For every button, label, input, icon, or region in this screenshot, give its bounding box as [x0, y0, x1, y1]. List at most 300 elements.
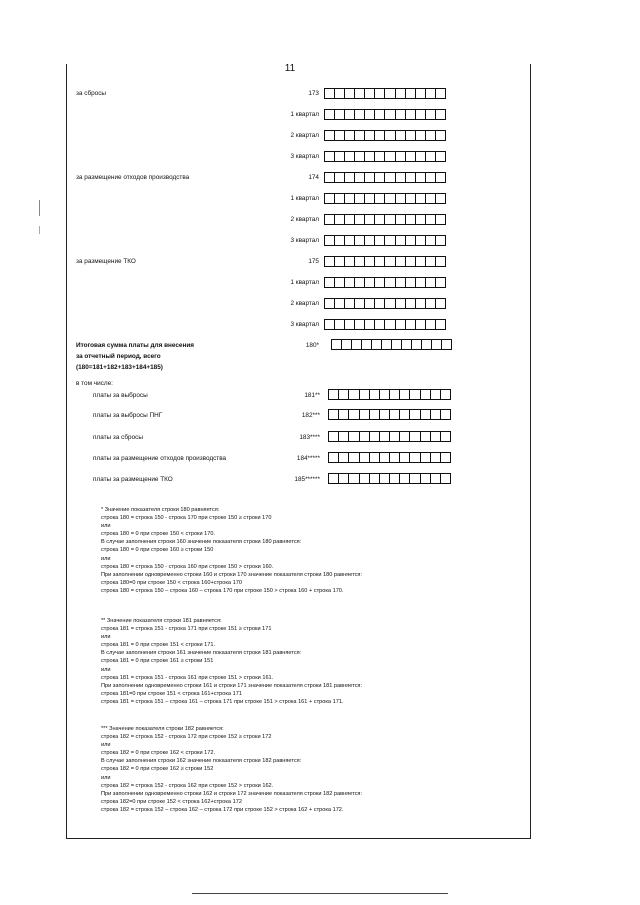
digit-cell[interactable]: [352, 340, 362, 349]
digit-cell[interactable]: [385, 194, 395, 203]
digit-cell[interactable]: [375, 299, 385, 308]
margin-mark: [39, 226, 40, 234]
digit-cell[interactable]: [436, 278, 445, 287]
digit-cell[interactable]: [385, 173, 395, 182]
margin-mark: [39, 200, 40, 216]
digit-cell[interactable]: [416, 89, 426, 98]
digit-cell[interactable]: [365, 278, 375, 287]
quarter-label: 3 квартал: [290, 321, 319, 328]
digit-cell[interactable]: [345, 89, 355, 98]
digit-cell[interactable]: [365, 320, 375, 329]
digit-cell[interactable]: [406, 89, 416, 98]
including-label: в том числе:: [76, 380, 113, 387]
quarter-label: 1 квартал: [290, 195, 319, 202]
digit-cell[interactable]: [375, 215, 385, 224]
digit-cell[interactable]: [421, 453, 431, 462]
digit-cell[interactable]: [396, 152, 406, 161]
digit-cell[interactable]: [335, 194, 345, 203]
digit-cell[interactable]: [355, 131, 365, 140]
digit-cell[interactable]: [436, 299, 445, 308]
digit-cell[interactable]: [375, 257, 385, 266]
digit-cell[interactable]: [370, 474, 380, 483]
quarter-label: 2 квартал: [290, 132, 319, 139]
digit-cell[interactable]: [375, 89, 385, 98]
footnote-line: строка 180=0 при строке 150 < строка 160+строка 170: [101, 579, 242, 586]
quarter-amount-field[interactable]: [324, 130, 446, 141]
digit-cell[interactable]: [355, 299, 365, 308]
digit-cell[interactable]: [335, 236, 345, 245]
digit-cell[interactable]: [406, 215, 416, 224]
footnote-line: строка 180 = строка 150 – строка 160 – строка 170 при строке 150 > строка 160 + строка 170.: [101, 587, 344, 594]
digit-cell[interactable]: [355, 152, 365, 161]
digit-cell[interactable]: [355, 278, 365, 287]
digit-cell[interactable]: [436, 215, 445, 224]
sub-amount-field[interactable]: [328, 431, 451, 442]
digit-cell[interactable]: [325, 152, 335, 161]
digit-cell[interactable]: [416, 110, 426, 119]
digit-cell[interactable]: [335, 89, 345, 98]
digit-cell[interactable]: [390, 432, 400, 441]
digit-cell[interactable]: [410, 390, 420, 399]
digit-cell[interactable]: [345, 194, 355, 203]
digit-cell[interactable]: [441, 390, 450, 399]
digit-cell[interactable]: [339, 390, 349, 399]
digit-cell[interactable]: [365, 257, 375, 266]
digit-cell[interactable]: [406, 131, 416, 140]
digit-cell[interactable]: [329, 410, 339, 419]
digit-cell[interactable]: [426, 236, 436, 245]
footnote-line: При заполнении одновременно строки 160 и строки 170 значение показателя строки 180 равняется:: [101, 571, 363, 578]
sub-row-label: платы за размещение отходов производства: [93, 455, 227, 462]
digit-cell[interactable]: [345, 215, 355, 224]
digit-cell[interactable]: [365, 152, 375, 161]
digit-cell[interactable]: [436, 152, 445, 161]
digit-cell[interactable]: [426, 278, 436, 287]
digit-cell[interactable]: [385, 278, 395, 287]
digit-cell[interactable]: [396, 278, 406, 287]
digit-cell[interactable]: [410, 410, 420, 419]
footnote-line: В случае заполнения строки 162 значение показателя строки 182 равняется:: [101, 758, 302, 765]
digit-cell[interactable]: [396, 215, 406, 224]
amount-field[interactable]: [324, 88, 446, 99]
digit-cell[interactable]: [416, 131, 426, 140]
digit-cell[interactable]: [349, 432, 359, 441]
footnote-line: строка 182 = строка 152 - строка 172 при строке 152 ≥ строки 172: [101, 734, 272, 741]
footnote-line: ** Значение показателя строки 181 равняется:: [101, 618, 222, 624]
digit-cell[interactable]: [349, 474, 359, 483]
digit-cell[interactable]: [355, 215, 365, 224]
total-label: Итоговая сумма платы для внесения: [76, 342, 194, 349]
footnote-line: или: [101, 523, 111, 530]
digit-cell[interactable]: [385, 236, 395, 245]
digit-cell[interactable]: [410, 453, 420, 462]
digit-cell[interactable]: [345, 320, 355, 329]
digit-cell[interactable]: [365, 236, 375, 245]
digit-cell[interactable]: [392, 340, 402, 349]
digit-cell[interactable]: [339, 432, 349, 441]
digit-cell[interactable]: [431, 474, 441, 483]
digit-cell[interactable]: [421, 432, 431, 441]
digit-cell[interactable]: [385, 131, 395, 140]
digit-cell[interactable]: [385, 89, 395, 98]
digit-cell[interactable]: [329, 390, 339, 399]
digit-cell[interactable]: [426, 215, 436, 224]
digit-cell[interactable]: [325, 110, 335, 119]
digit-cell[interactable]: [431, 410, 441, 419]
footnote-line: или: [101, 666, 111, 673]
digit-cell[interactable]: [436, 320, 445, 329]
footer-line: [192, 893, 448, 894]
digit-cell[interactable]: [345, 236, 355, 245]
digit-cell[interactable]: [431, 432, 441, 441]
digit-cell[interactable]: [335, 299, 345, 308]
digit-cell[interactable]: [360, 432, 370, 441]
digit-cell[interactable]: [342, 340, 352, 349]
digit-cell[interactable]: [375, 131, 385, 140]
digit-cell[interactable]: [385, 110, 395, 119]
digit-cell[interactable]: [396, 320, 406, 329]
digit-cell[interactable]: [329, 453, 339, 462]
quarter-label: 1 квартал: [290, 111, 319, 118]
digit-cell[interactable]: [410, 474, 420, 483]
digit-cell[interactable]: [375, 194, 385, 203]
digit-cell[interactable]: [382, 340, 392, 349]
footnote-line: строка 182 = строка 152 – строка 162 – строка 172 при строке 152 > строка 162 + строка 172.: [101, 806, 344, 813]
sub-row-code: 185******: [294, 476, 320, 483]
digit-cell[interactable]: [406, 152, 416, 161]
digit-cell[interactable]: [436, 257, 445, 266]
footnote-line: строка 181 = строка 151 - строка 161 при строке 151 > строки 161.: [101, 674, 274, 681]
digit-cell[interactable]: [335, 173, 345, 182]
digit-cell[interactable]: [406, 173, 416, 182]
row-code: 175: [308, 258, 319, 265]
digit-cell[interactable]: [385, 152, 395, 161]
footnote-line: или: [101, 774, 111, 781]
digit-cell[interactable]: [375, 110, 385, 119]
digit-cell[interactable]: [406, 194, 416, 203]
digit-cell[interactable]: [400, 453, 410, 462]
digit-cell[interactable]: [325, 215, 335, 224]
digit-cell[interactable]: [406, 320, 416, 329]
digit-cell[interactable]: [345, 131, 355, 140]
digit-cell[interactable]: [426, 194, 436, 203]
digit-cell[interactable]: [406, 278, 416, 287]
digit-cell[interactable]: [345, 257, 355, 266]
digit-cell[interactable]: [406, 257, 416, 266]
digit-cell[interactable]: [325, 278, 335, 287]
digit-cell[interactable]: [416, 173, 426, 182]
digit-cell[interactable]: [345, 152, 355, 161]
row-code: 173: [308, 90, 319, 97]
footnote-line: При заполнении одновременно строки 162 и строки 172 значение показателя строки 182 равняется:: [101, 790, 363, 797]
sub-row-label: платы за выбросы ПНГ: [93, 412, 163, 419]
sub-row-code: 183****: [299, 434, 320, 441]
digit-cell[interactable]: [396, 89, 406, 98]
digit-cell[interactable]: [370, 432, 380, 441]
digit-cell[interactable]: [360, 474, 370, 483]
digit-cell[interactable]: [339, 474, 349, 483]
digit-cell[interactable]: [416, 215, 426, 224]
digit-cell[interactable]: [325, 236, 335, 245]
digit-cell[interactable]: [355, 173, 365, 182]
footnote-line: строка 181 = строка 151 – строка 161 – строка 171 при строке 151 > строка 161 + строка 171.: [101, 698, 344, 705]
quarter-amount-field[interactable]: [324, 214, 446, 225]
digit-cell[interactable]: [335, 257, 345, 266]
digit-cell[interactable]: [380, 432, 390, 441]
digit-cell[interactable]: [380, 410, 390, 419]
page-frame-bottom: [66, 838, 531, 839]
digit-cell[interactable]: [436, 110, 445, 119]
digit-cell[interactable]: [335, 215, 345, 224]
digit-cell[interactable]: [436, 194, 445, 203]
digit-cell[interactable]: [412, 340, 422, 349]
digit-cell[interactable]: [385, 320, 395, 329]
quarter-amount-field[interactable]: [324, 319, 446, 330]
amount-field[interactable]: [324, 256, 446, 267]
total-amount-field[interactable]: [331, 339, 452, 350]
digit-cell[interactable]: [416, 320, 426, 329]
footnote-line: строка 182 = 0 при строке 162 < строки 172.: [101, 750, 216, 757]
digit-cell[interactable]: [380, 474, 390, 483]
total-label: за отчетный период, всего: [76, 353, 161, 360]
digit-cell[interactable]: [370, 390, 380, 399]
digit-cell[interactable]: [426, 173, 436, 182]
digit-cell[interactable]: [349, 453, 359, 462]
page-number: 11: [284, 63, 296, 74]
digit-cell[interactable]: [406, 299, 416, 308]
digit-cell[interactable]: [365, 299, 375, 308]
row-label: за сбросы: [76, 90, 107, 97]
digit-cell[interactable]: [400, 390, 410, 399]
footnote-line: или: [101, 634, 111, 641]
digit-cell[interactable]: [436, 89, 445, 98]
digit-cell[interactable]: [396, 173, 406, 182]
digit-cell[interactable]: [335, 131, 345, 140]
digit-cell[interactable]: [441, 432, 450, 441]
digit-cell[interactable]: [431, 390, 441, 399]
page-frame-right: [530, 64, 531, 839]
footnote-line: строка 182=0 при строке 152 < строка 162+строка 172: [101, 798, 242, 805]
digit-cell[interactable]: [436, 236, 445, 245]
digit-cell[interactable]: [339, 453, 349, 462]
digit-cell[interactable]: [426, 110, 436, 119]
digit-cell[interactable]: [406, 110, 416, 119]
digit-cell[interactable]: [325, 194, 335, 203]
digit-cell[interactable]: [390, 453, 400, 462]
digit-cell[interactable]: [416, 236, 426, 245]
quarter-amount-field[interactable]: [324, 235, 446, 246]
digit-cell[interactable]: [426, 152, 436, 161]
digit-cell[interactable]: [396, 236, 406, 245]
digit-cell[interactable]: [400, 474, 410, 483]
digit-cell[interactable]: [362, 340, 372, 349]
digit-cell[interactable]: [436, 173, 445, 182]
footnote-line: строка 180 = строка 150 - строка 170 при строке 150 ≥ строки 170: [101, 515, 272, 522]
footnote-line: строка 180 = 0 при строке 160 ≥ строки 150: [101, 547, 214, 554]
sub-row-code: 184*****: [296, 455, 320, 462]
sub-row-label: платы за размещение ТКО: [93, 476, 173, 483]
digit-cell[interactable]: [375, 236, 385, 245]
digit-cell[interactable]: [355, 236, 365, 245]
digit-cell[interactable]: [355, 89, 365, 98]
digit-cell[interactable]: [375, 173, 385, 182]
digit-cell[interactable]: [441, 474, 450, 483]
digit-cell[interactable]: [349, 410, 359, 419]
digit-cell[interactable]: [345, 278, 355, 287]
quarter-amount-field[interactable]: [324, 298, 446, 309]
digit-cell[interactable]: [416, 278, 426, 287]
digit-cell[interactable]: [349, 390, 359, 399]
footnote-line: строка 181=0 при строке 151 < строка 161+строка 171: [101, 690, 242, 697]
digit-cell[interactable]: [426, 320, 436, 329]
digit-cell[interactable]: [345, 299, 355, 308]
digit-cell[interactable]: [385, 215, 395, 224]
sub-amount-field[interactable]: [328, 473, 451, 484]
sub-row-label: платы за выбросы: [93, 392, 148, 399]
sub-amount-field[interactable]: [328, 389, 451, 400]
digit-cell[interactable]: [410, 432, 420, 441]
digit-cell[interactable]: [400, 432, 410, 441]
digit-cell[interactable]: [365, 131, 375, 140]
digit-cell[interactable]: [380, 390, 390, 399]
digit-cell[interactable]: [332, 340, 342, 349]
footnote-line: строка 180 = 0 при строке 150 < строки 170.: [101, 531, 216, 538]
digit-cell[interactable]: [416, 194, 426, 203]
digit-cell[interactable]: [365, 215, 375, 224]
footnote-line: *** Значение показателя строки 182 равняется:: [101, 726, 224, 732]
digit-cell[interactable]: [365, 173, 375, 182]
digit-cell[interactable]: [442, 340, 451, 349]
digit-cell[interactable]: [345, 110, 355, 119]
footnote-line: В случае заполнения строки 160 значение показателя строки 180 равняется:: [101, 539, 302, 546]
digit-cell[interactable]: [390, 410, 400, 419]
digit-cell[interactable]: [355, 110, 365, 119]
digit-cell[interactable]: [441, 410, 450, 419]
footnote-line: или: [101, 742, 111, 749]
digit-cell[interactable]: [325, 299, 335, 308]
sub-row-code: 181**: [304, 392, 320, 399]
quarter-label: 2 квартал: [290, 300, 319, 307]
footnote-block: [101, 725, 362, 814]
sub-amount-field[interactable]: [328, 409, 451, 420]
digit-cell[interactable]: [441, 453, 450, 462]
page-frame-left: [66, 64, 67, 839]
digit-cell[interactable]: [375, 152, 385, 161]
digit-cell[interactable]: [335, 320, 345, 329]
amount-field[interactable]: [324, 172, 446, 183]
quarter-label: 3 квартал: [290, 153, 319, 160]
digit-cell[interactable]: [426, 299, 436, 308]
footnote-line: строка 181 = 0 при строке 151 < строки 171.: [101, 642, 216, 649]
digit-cell[interactable]: [365, 89, 375, 98]
digit-cell[interactable]: [426, 131, 436, 140]
digit-cell[interactable]: [345, 173, 355, 182]
digit-cell[interactable]: [325, 131, 335, 140]
digit-cell[interactable]: [385, 299, 395, 308]
digit-cell[interactable]: [325, 320, 335, 329]
digit-cell[interactable]: [432, 340, 442, 349]
digit-cell[interactable]: [416, 299, 426, 308]
digit-cell[interactable]: [402, 340, 412, 349]
quarter-amount-field[interactable]: [324, 109, 446, 120]
footnote-line: строка 182 = 0 при строке 162 ≥ строки 152: [101, 766, 214, 773]
digit-cell[interactable]: [380, 453, 390, 462]
digit-cell[interactable]: [416, 152, 426, 161]
digit-cell[interactable]: [385, 257, 395, 266]
digit-cell[interactable]: [355, 257, 365, 266]
digit-cell[interactable]: [400, 410, 410, 419]
digit-cell[interactable]: [325, 173, 335, 182]
sub-row-code: 182***: [301, 412, 320, 419]
digit-cell[interactable]: [396, 194, 406, 203]
digit-cell[interactable]: [365, 110, 375, 119]
quarter-amount-field[interactable]: [324, 151, 446, 162]
digit-cell[interactable]: [396, 110, 406, 119]
digit-cell[interactable]: [421, 390, 431, 399]
digit-cell[interactable]: [426, 89, 436, 98]
digit-cell[interactable]: [436, 131, 445, 140]
footnote-block: [101, 506, 362, 595]
quarter-label: 3 квартал: [290, 237, 319, 244]
digit-cell[interactable]: [375, 278, 385, 287]
digit-cell[interactable]: [396, 131, 406, 140]
sub-row-label: платы за сбросы: [93, 434, 143, 441]
quarter-amount-field[interactable]: [324, 193, 446, 204]
digit-cell[interactable]: [421, 474, 431, 483]
digit-cell[interactable]: [360, 410, 370, 419]
digit-cell[interactable]: [396, 257, 406, 266]
digit-cell[interactable]: [335, 110, 345, 119]
digit-cell[interactable]: [325, 89, 335, 98]
digit-cell[interactable]: [372, 340, 382, 349]
digit-cell[interactable]: [365, 194, 375, 203]
digit-cell[interactable]: [329, 432, 339, 441]
digit-cell[interactable]: [390, 474, 400, 483]
sub-amount-field[interactable]: [328, 452, 451, 463]
digit-cell[interactable]: [339, 410, 349, 419]
footnote-line: строка 181 = 0 при строке 161 ≥ строки 151: [101, 658, 214, 665]
digit-cell[interactable]: [360, 390, 370, 399]
digit-cell[interactable]: [325, 257, 335, 266]
footnote-line: строка 182 = строка 152 - строка 162 при строке 152 > строки 162.: [101, 782, 274, 789]
row-code: 174: [308, 174, 319, 181]
digit-cell[interactable]: [396, 299, 406, 308]
digit-cell[interactable]: [355, 194, 365, 203]
footnote-line: строка 180 = строка 150 - строка 160 при строке 150 > строки 160.: [101, 563, 274, 570]
footnote-block: [101, 617, 362, 706]
digit-cell[interactable]: [406, 236, 416, 245]
total-label: (180=181+182+183+184+185): [76, 364, 163, 371]
quarter-label: 2 квартал: [290, 216, 319, 223]
digit-cell[interactable]: [370, 410, 380, 419]
footnote-line: строка 181 = строка 151 - строка 171 при строке 151 ≥ строки 171: [101, 626, 272, 633]
digit-cell[interactable]: [416, 257, 426, 266]
digit-cell[interactable]: [370, 453, 380, 462]
digit-cell[interactable]: [431, 453, 441, 462]
quarter-label: 1 квартал: [290, 279, 319, 286]
digit-cell[interactable]: [335, 278, 345, 287]
digit-cell[interactable]: [375, 320, 385, 329]
digit-cell[interactable]: [422, 340, 432, 349]
digit-cell[interactable]: [329, 474, 339, 483]
quarter-amount-field[interactable]: [324, 277, 446, 288]
digit-cell[interactable]: [360, 453, 370, 462]
digit-cell[interactable]: [390, 390, 400, 399]
digit-cell[interactable]: [426, 257, 436, 266]
digit-cell[interactable]: [421, 410, 431, 419]
digit-cell[interactable]: [355, 320, 365, 329]
digit-cell[interactable]: [335, 152, 345, 161]
